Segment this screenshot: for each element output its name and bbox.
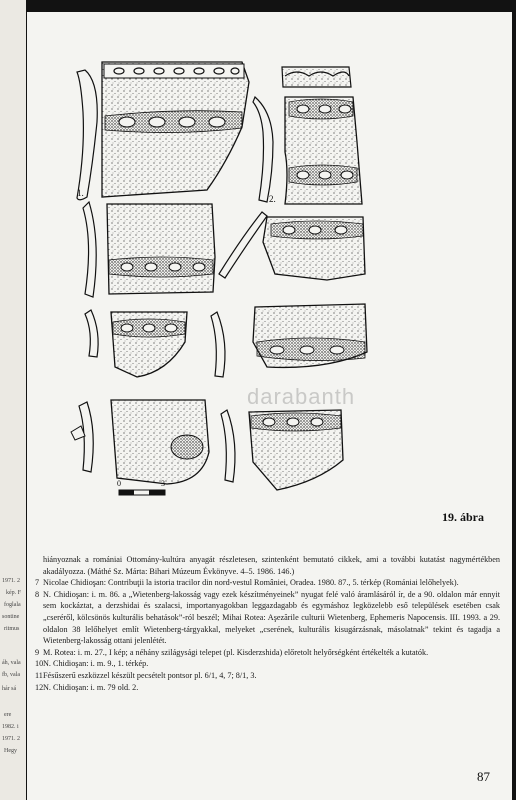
sherd-1 xyxy=(77,62,249,200)
footnote-text: hiányoznak a romániai Ottomány-kultúra anyagát részletesen, szintenként bemutató cikkek, ami a további kutatást nagymértékben akadályozza. (Máthé Sz. Márta: Bihari Múzeum Évkönyve. 4–5. 1986. 146.) xyxy=(43,555,500,576)
sherd-6 xyxy=(211,304,367,377)
footnote-text: Fésűszerű eszközzel készült pecsételt pontsor pl. 6/1, 4, 7; 8/1, 3. xyxy=(43,670,257,680)
left-page-fragment: ritmus xyxy=(4,626,20,632)
footnote-number: 8 xyxy=(35,589,40,599)
book-page xyxy=(27,12,512,800)
scale-min-label: 0 xyxy=(117,479,121,488)
pottery-figure xyxy=(27,12,512,542)
left-page-fragment: 1971. 2 xyxy=(2,736,20,742)
left-page-fragment: kép. F xyxy=(6,590,21,596)
watermark: darabanth xyxy=(247,384,356,409)
footnote-text: Nicolae Chidioşan: Contribuţii la istoria tracilor din nord-vestul României, Oradea. 1980. 87., 5. térkép (Romániai lelőhelyek). xyxy=(43,578,459,588)
figure-label-2: 2. xyxy=(269,194,276,204)
left-page-fragment: áh, vala xyxy=(2,660,21,666)
sherd-8 xyxy=(221,410,343,490)
figure-caption: 19. ábra xyxy=(442,510,484,524)
footnote-text: M. Rotea: i. m. 27., I kép; a néhány szilágysági telepet (pl. Kisderzshida) előretolt helyőrségként értékelték a kutatók. xyxy=(43,647,429,657)
sherd-2 xyxy=(253,67,362,204)
footnote-text: N. Chidioşan: i. m. 79 old. 2. xyxy=(43,682,139,692)
footnote-number: 11 xyxy=(35,670,43,680)
sherd-7 xyxy=(71,400,209,484)
left-page-fragment: 1971. 2 xyxy=(2,578,20,584)
footnote xyxy=(35,647,500,659)
left-page-fragment: 1982. i xyxy=(2,724,19,730)
footnote xyxy=(35,682,500,694)
footnotes xyxy=(35,554,500,693)
left-page-fragment: foglala xyxy=(4,602,21,608)
page-number: 87 xyxy=(477,769,490,784)
pottery-drawings xyxy=(27,12,512,542)
scale-max-label: 3 xyxy=(161,479,165,488)
footnote xyxy=(35,589,500,647)
left-page-fragment: sontine xyxy=(2,614,20,620)
left-page-fragment: fb, vala xyxy=(2,672,20,678)
footnote-number xyxy=(35,554,43,577)
left-page-fragment: Hegy xyxy=(4,748,17,754)
left-page-fragment: ere xyxy=(4,712,12,718)
footnote-number: 9 xyxy=(35,647,40,657)
footnote-text: N. Chidioşan: i. m. 86. a „Wietenberg-lakosság vagy ezek készítményeinek” nyugat felé való áramlásáról ír, de a 90. oldalon már ennyit sem kockáztat, a derzshidai és szalacsi, importanyagokban leggazdagabb és egymáshoz legközelebb eső települések esetében csak „cseréről, kölcsönös kulturális behatások”-ról beszél; Mihai Rotea: Aşezările culturii Wietenberg, Ephemeris Napocensis. III. 1993. a 29. oldalon 38 lelőhelyet említ Wietenberg-tárgyakkal, melyeket „cserének, kulturális kisugárzásnak, másolatnak” tekint és tagadja a Wietenberg-lakosság ottani jelenlétét. xyxy=(43,589,500,646)
footnote-number: 7 xyxy=(35,578,40,588)
footnote xyxy=(35,554,500,577)
sherd-4 xyxy=(219,212,365,280)
figure-label-1: 1. xyxy=(77,188,84,198)
footnote-text: N. Chidioşan: i. m. 9., 1. térkép. xyxy=(43,659,149,669)
footnote-number: 10 xyxy=(35,659,44,669)
left-page-fragment: hár sá xyxy=(2,686,17,692)
footnote-number: 12 xyxy=(35,682,44,692)
sherd-5 xyxy=(85,310,187,377)
footnote xyxy=(35,577,500,589)
sherd-3 xyxy=(83,202,215,297)
footnote xyxy=(35,658,500,670)
footnote xyxy=(35,670,500,682)
adjacent-page-edge xyxy=(0,0,26,800)
